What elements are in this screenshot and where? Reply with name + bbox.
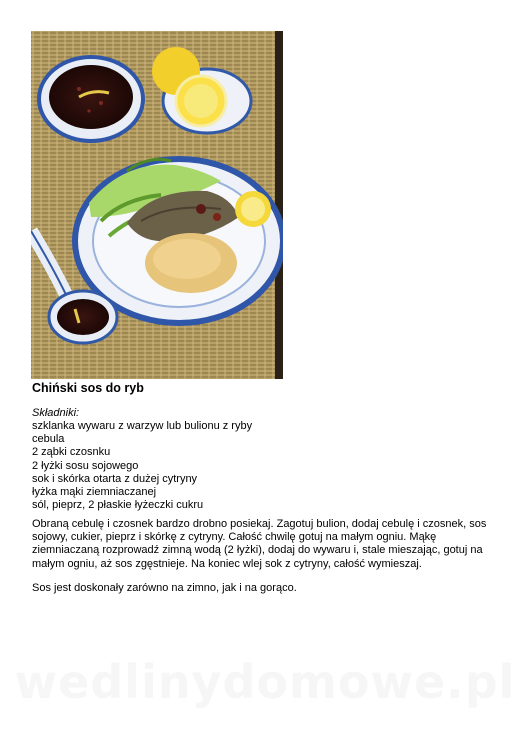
ingredient-item: cebula <box>32 433 65 446</box>
ingredient-item: sok i skórka otarta z dużej cytryny <box>32 472 198 485</box>
sauce-bowl <box>39 57 143 141</box>
ingredients-label: Składniki: <box>32 407 80 419</box>
serving-note: Sos jest doskonały zarówno na zimno, jak i na gorąco. <box>32 582 297 594</box>
ingredients-list <box>32 420 252 512</box>
instructions-paragraph: Obraną cebulę i czosnek bardzo drobno posiekaj. Zagotuj bulion, dodaj cebulę i czosnek, sos sojowy, cukier, pieprz i skórkę z cytryny. Całość chwilę gotuj na małym ogniu. Mąkę ziemniaczaną rozprowadź zimną wodą (2 łyżki), dodaj do wywaru i, stale mieszając, gotuj na małym ogniu, aż sos zgęstnieje. Na koniec wlej sok z cytryny, całość wymieszaj. <box>32 518 487 570</box>
ingredient-item: sól, pieprz, 2 płaskie łyżeczki cukru <box>32 499 204 512</box>
ingredient-item: 2 ząbki czosnku <box>32 446 111 459</box>
watermark: wedlinydomowe.pl <box>14 655 516 709</box>
ingredient-item: szklanka wywaru z warzyw lub bulionu z ryby <box>32 420 253 432</box>
recipe-title: Chiński sos do ryb <box>32 381 144 395</box>
recipe-photo <box>31 31 283 379</box>
ingredient-item: łyżka mąki ziemniaczanej <box>32 486 157 499</box>
ingredient-item: 2 łyżki sosu sojowego <box>32 459 139 472</box>
